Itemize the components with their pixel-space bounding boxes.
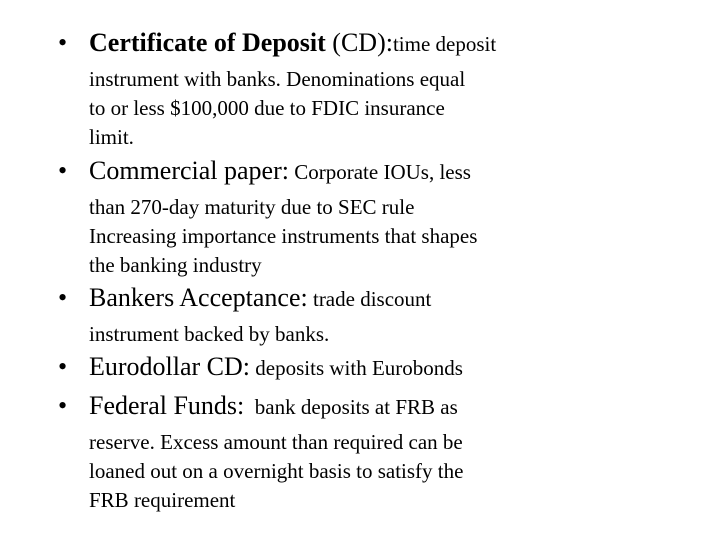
term-description: deposits with Eurobonds xyxy=(250,356,463,380)
description-continuation xyxy=(58,65,698,152)
bullet-row xyxy=(58,352,698,386)
description-line: loaned out on a overnight basis to satisfy the xyxy=(89,459,464,483)
description-line: FRB requirement xyxy=(89,488,236,512)
bullet-row xyxy=(58,156,698,190)
term-description: trade discount xyxy=(307,287,432,311)
bullet-marker: • xyxy=(58,391,68,420)
term-description: time deposit xyxy=(392,32,497,56)
term-description: bank deposits at FRB as xyxy=(244,395,458,419)
term-label: Commercial paper: xyxy=(89,156,289,185)
description-continuation xyxy=(58,320,698,349)
term-abbreviation: (CD): xyxy=(325,28,393,57)
bullet-item-eurodollar-cd xyxy=(58,352,698,386)
term-label: Eurodollar CD: xyxy=(89,352,251,381)
term-description: Corporate IOUs, less xyxy=(288,160,471,184)
description-line: instrument with banks. Denominations equal xyxy=(89,67,466,91)
description-line: limit. xyxy=(89,125,134,149)
bullet-marker: • xyxy=(58,283,68,312)
bullet-row xyxy=(58,391,698,425)
description-continuation xyxy=(58,193,698,280)
bullet-marker: • xyxy=(58,28,68,57)
bullet-item-bankers-acceptance xyxy=(58,283,698,349)
description-continuation xyxy=(58,428,698,515)
term-label: Federal Funds: xyxy=(89,391,245,420)
bullet-item-cd xyxy=(58,28,698,152)
description-line: Increasing importance instruments that shapes xyxy=(89,224,478,248)
bullet-marker: • xyxy=(58,352,68,381)
term-label: Certificate of Deposit xyxy=(89,28,326,57)
bullet-marker: • xyxy=(58,156,68,185)
bullet-row xyxy=(58,28,698,62)
bullet-row xyxy=(58,283,698,317)
bullet-item-federal-funds xyxy=(58,391,698,515)
description-line: reserve. Excess amount than required can be xyxy=(89,430,463,454)
description-line: than 270-day maturity due to SEC rule xyxy=(89,195,415,219)
description-line: instrument backed by banks. xyxy=(89,322,330,346)
description-line: to or less $100,000 due to FDIC insurance xyxy=(89,96,445,120)
bullet-item-commercial-paper xyxy=(58,156,698,280)
term-label: Bankers Acceptance: xyxy=(89,283,308,312)
description-line: the banking industry xyxy=(89,253,262,277)
